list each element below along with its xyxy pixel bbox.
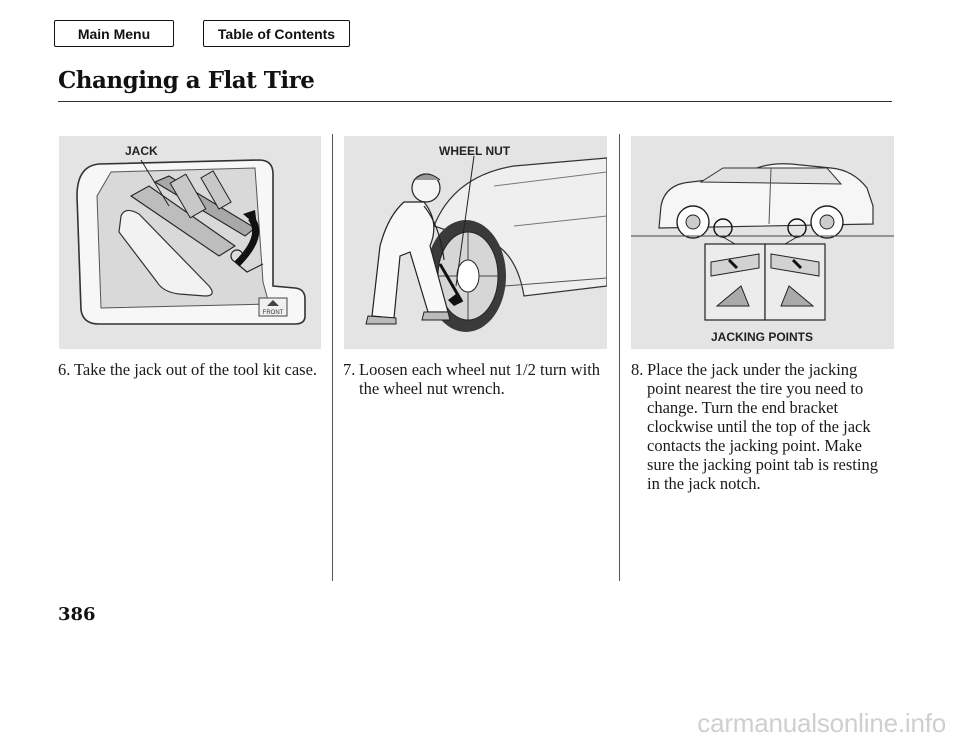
column-divider <box>619 134 620 581</box>
page-number: 386 <box>58 604 96 625</box>
wheel-nut-illustration <box>344 136 607 349</box>
step-6 <box>58 360 320 379</box>
step-number: 7. <box>343 360 356 379</box>
jack-callout: JACK <box>125 144 158 158</box>
jack-illustration <box>59 136 321 349</box>
step-8 <box>631 360 893 493</box>
step-text: Place the jack under the jacking point nearest the tire you need to change. Turn the end bracket clockwise until the top of the jack contacts the jacking point. Make sure the jacking point tab is resting in the jack notch. <box>647 360 878 493</box>
step-number: 6. <box>58 360 71 379</box>
jacking-points-illustration <box>631 136 894 349</box>
step-number: 8. <box>631 360 644 379</box>
main-menu-button[interactable]: Main Menu <box>54 20 174 47</box>
watermark: carmanualsonline.info <box>697 708 946 738</box>
svg-text:FRONT: FRONT <box>262 310 284 316</box>
table-of-contents-button[interactable]: Table of Contents <box>203 20 350 47</box>
loosening-wheel-nut-icon <box>344 136 607 349</box>
jacking-points-icon <box>631 136 894 349</box>
wheel-nut-callout: WHEEL NUT <box>439 144 511 158</box>
title-divider <box>58 101 892 102</box>
jacking-points-callout: JACKING POINTS <box>711 330 814 344</box>
step-7 <box>343 360 605 398</box>
page-title: Changing a Flat Tire <box>58 67 315 94</box>
step-text: Loosen each wheel nut 1/2 turn with the wheel nut wrench. <box>359 360 601 398</box>
jack-in-tool-kit-icon <box>59 136 321 349</box>
step-text: Take the jack out of the tool kit case. <box>74 360 318 379</box>
column-divider <box>332 134 333 581</box>
